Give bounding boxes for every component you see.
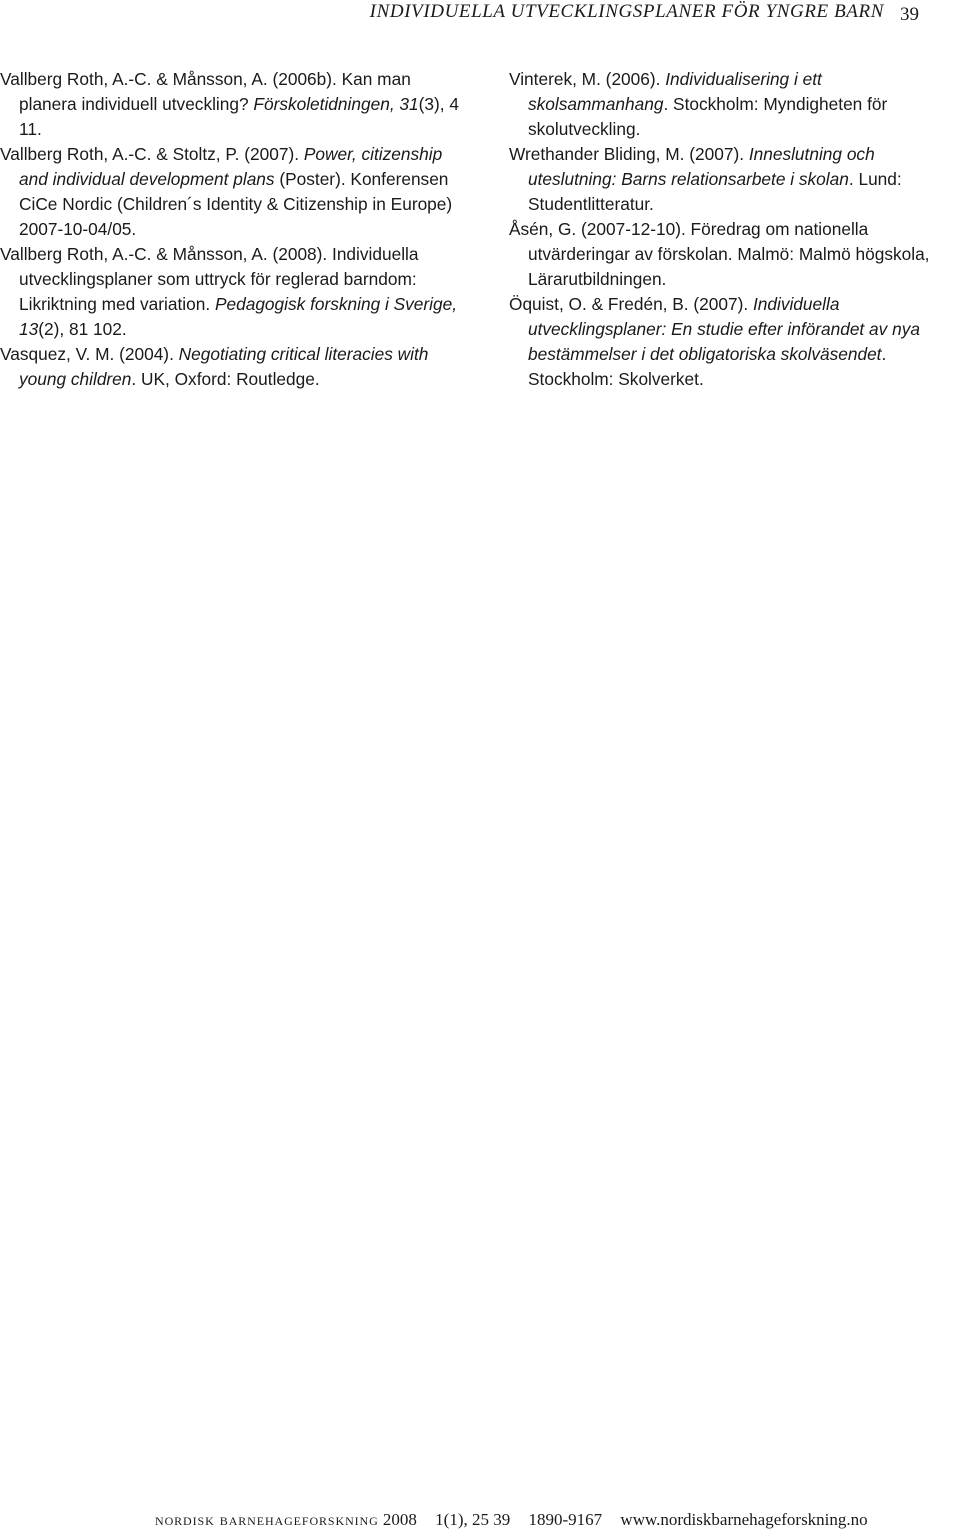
reference-entry: Vasquez, V. M. (2004). Negotiating critical literacies with young children. UK, Oxford: Routledge. [0,344,429,389]
journal-name: nordisk barnehageforskning [155,1510,379,1529]
reference-entry: Vallberg Roth, A.-C. & Månsson, A. (2006b). Kan man planera individuell utveckling? Förskoletidningen, 31(3), 4 11. [0,69,459,139]
journal-year: 2008 [382,1510,417,1529]
running-header [0,0,960,32]
issue-pages: 1(1), 25 39 [435,1510,511,1529]
page-footer [155,1508,960,1532]
reference-entry: Vallberg Roth, A.-C. & Månsson, A. (2008). Individuella utvecklingsplaner som uttryck för reglerad barndom: Likriktning med variation. Pedagogisk forskning i Sverige, 13(2), 81 102. [0,244,458,339]
reference-entry: Wrethander Bliding, M. (2007). Inneslutning och uteslutning: Barns relationsarbete i skolan. Lund: Studentlitteratur. [509,144,902,214]
page-number: 39 [900,4,919,25]
references-right-column [509,67,957,392]
references-left-column [0,67,462,392]
reference-entry: Vinterek, M. (2006). Individualisering i ett skolsammanhang. Stockholm: Myndigheten för skolutveckling. [509,69,888,139]
journal-url[interactable]: www.nordiskbarnehageforskning.no [620,1510,868,1529]
running-title: INDIVIDUELLA UTVECKLINGSPLANER FÖR YNGRE BARN [369,1,884,22]
reference-entry: Öquist, O. & Fredén, B. (2007). Individuella utvecklingsplaner: En studie efter införandet av nya bestämmelser i det obligatoriska skolväsendet. Stockholm: Skolverket. [509,294,920,389]
issn: 1890-9167 [528,1510,603,1529]
reference-entry: Vallberg Roth, A.-C. & Stoltz, P. (2007). Power, citizenship and individual development plans (Poster). Konferensen CiCe Nordic (Children´s Identity & Citizenship in Europe) 2007-10-04/05. [0,144,453,239]
reference-entry: Åsén, G. (2007-12-10). Föredrag om nationella utvärderingar av förskolan. Malmö: Malmö högskola, Lärarutbildningen. [509,219,930,289]
